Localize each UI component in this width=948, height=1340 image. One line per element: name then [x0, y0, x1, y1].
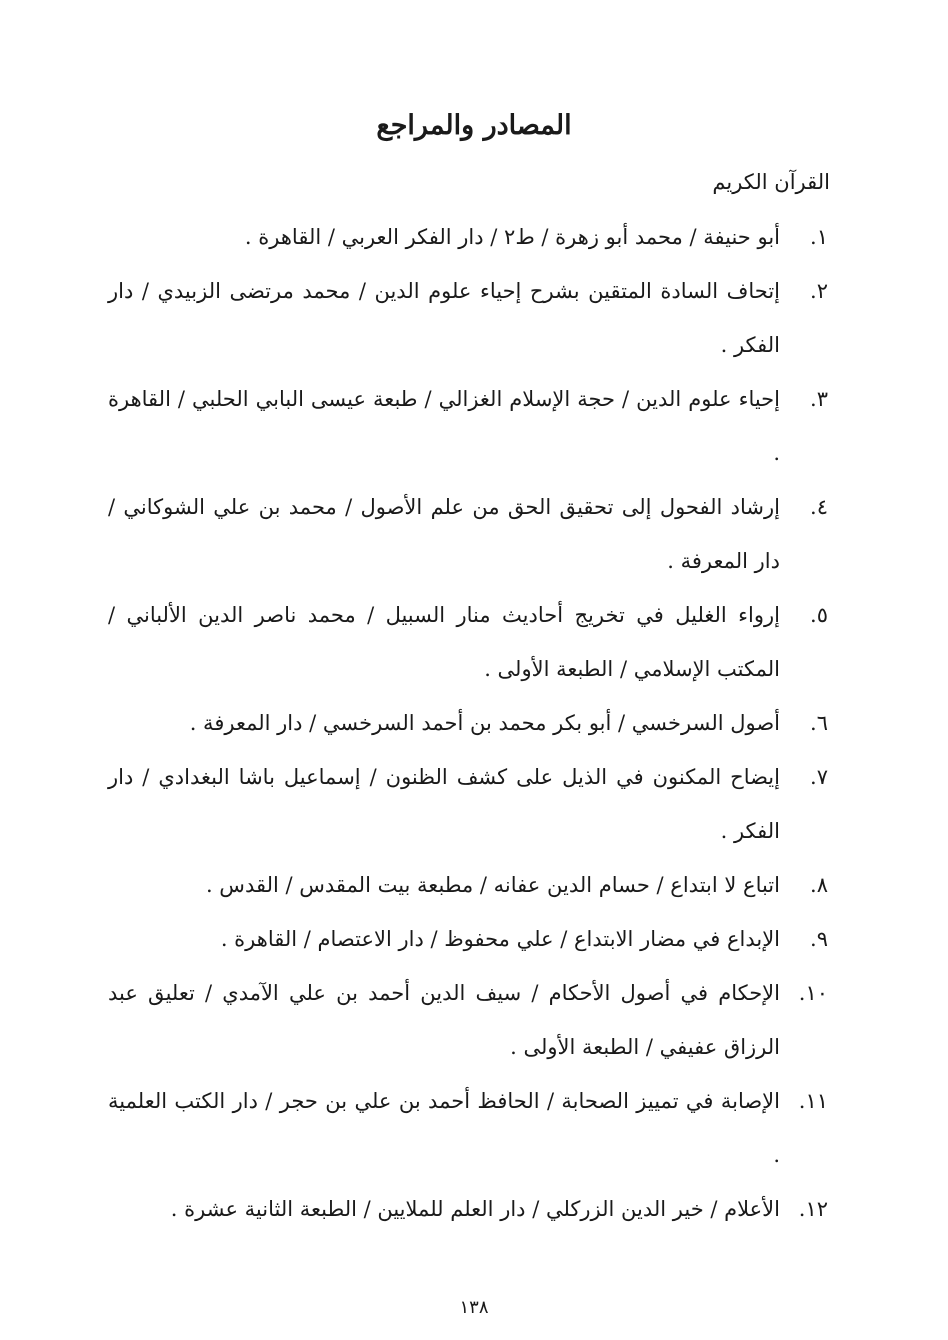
reference-number: ١١.	[798, 1089, 828, 1113]
reference-text: الإصابة في تمييز الصحابة / الحافظ أحمد بن علي بن حجر / دار الكتب العلمية .	[108, 1089, 780, 1167]
reference-number: ١٢.	[798, 1197, 828, 1221]
page-number: ١٣٨	[459, 1297, 489, 1318]
reference-item	[108, 588, 828, 696]
reference-item	[108, 372, 828, 480]
reference-item	[108, 480, 828, 588]
reference-number: ٢.	[810, 279, 828, 303]
reference-number: ٦.	[810, 711, 828, 735]
reference-text: الإحكام في أصول الأحكام / سيف الدين أحمد بن علي الآمدي / تعليق عبد الرزاق عفيفي / الطبعة الأولى .	[108, 981, 780, 1059]
quran-heading: القرآن الكريم	[712, 170, 830, 194]
reference-item	[108, 1074, 828, 1182]
reference-text: الإبداع في مضار الابتداع / علي محفوظ / دار الاعتصام / القاهرة .	[220, 927, 780, 951]
page-title: المصادر والمراجع	[376, 110, 572, 141]
reference-text: الأعلام / خير الدين الزركلي / دار العلم للملايين / الطبعة الثانية عشرة .	[170, 1197, 780, 1221]
reference-text: إتحاف السادة المتقين بشرح إحياء علوم الدين / محمد مرتضى الزبيدي / دار الفكر .	[108, 279, 780, 357]
reference-number: ١٠.	[798, 981, 828, 1005]
reference-item	[108, 264, 828, 372]
reference-number: ٧.	[810, 765, 828, 789]
reference-number: ٣.	[810, 387, 828, 411]
reference-text: أصول السرخسي / أبو بكر محمد بن أحمد السرخسي / دار المعرفة .	[189, 711, 780, 735]
reference-number: ٨.	[810, 873, 828, 897]
reference-number: ١.	[810, 225, 828, 249]
reference-text: أبو حنيفة / محمد أبو زهرة / ط٢ / دار الفكر العربي / القاهرة .	[244, 225, 780, 249]
reference-item	[108, 966, 828, 1074]
reference-item	[108, 750, 828, 858]
reference-text: اتباع لا ابتداع / حسام الدين عفانه / مطبعة بيت المقدس / القدس .	[205, 873, 780, 897]
references-list	[108, 210, 828, 1236]
reference-text: إحياء علوم الدين / حجة الإسلام الغزالي / طبعة عيسى البابي الحلبي / القاهرة .	[108, 387, 780, 465]
reference-number: ٤.	[810, 495, 828, 519]
reference-text: إرواء الغليل في تخريج أحاديث منار السبيل / محمد ناصر الدين الألباني / المكتب الإسلامي / الطبعة الأولى .	[108, 603, 780, 681]
reference-item	[108, 210, 828, 264]
reference-text: إرشاد الفحول إلى تحقيق الحق من علم الأصول / محمد بن علي الشوكاني / دار المعرفة .	[108, 495, 780, 573]
reference-item	[108, 912, 828, 966]
reference-item	[108, 1182, 828, 1236]
reference-item	[108, 858, 828, 912]
reference-number: ٥.	[810, 603, 828, 627]
reference-text: إيضاح المكنون في الذيل على كشف الظنون / إسماعيل باشا البغدادي / دار الفكر .	[108, 765, 780, 843]
reference-item	[108, 696, 828, 750]
reference-number: ٩.	[810, 927, 828, 951]
